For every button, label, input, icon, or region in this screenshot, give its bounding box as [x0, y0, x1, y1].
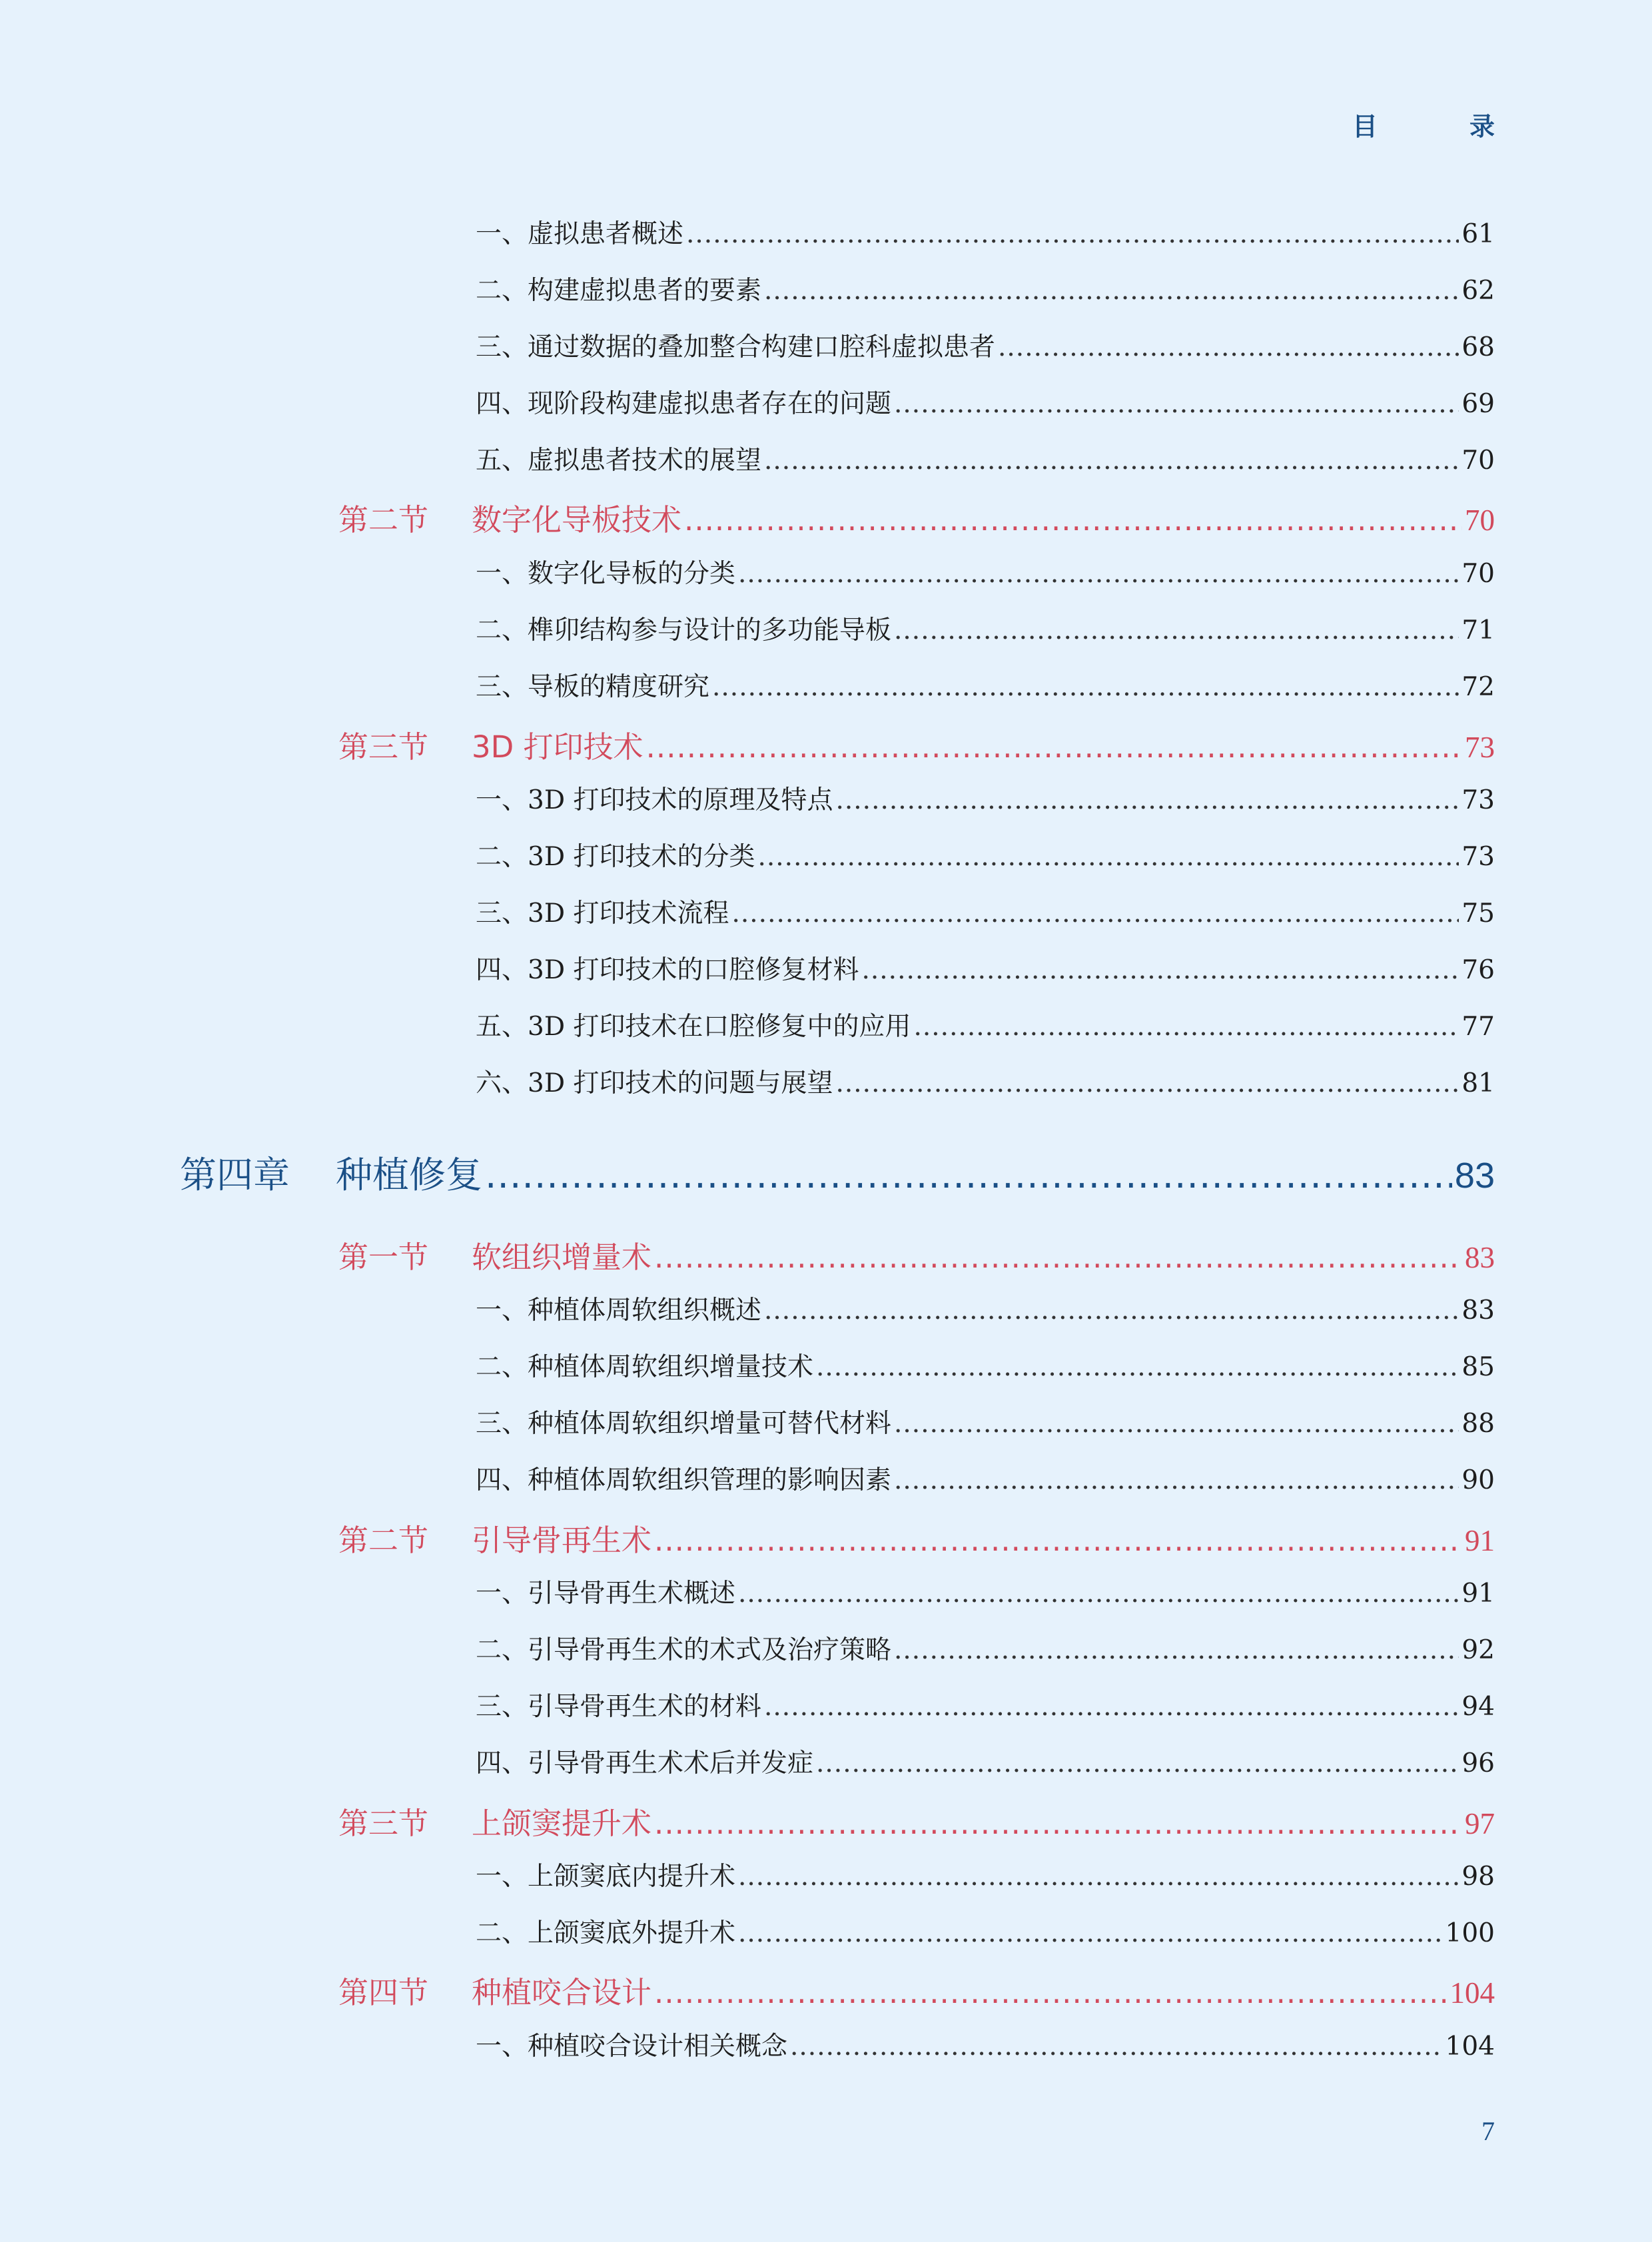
toc-item-title: 二、3D 打印技术的分类: [476, 842, 755, 872]
dot-leader: [764, 1291, 1459, 1331]
toc-item-page: 100: [1445, 1918, 1495, 1948]
toc-item[interactable]: [476, 1857, 1495, 1897]
toc-item-title: 四、种植体周软组织管理的影响因素: [476, 1465, 892, 1495]
toc-section-number: 第三节: [338, 1806, 429, 1841]
toc-item-title: 三、3D 打印技术流程: [476, 899, 729, 929]
dot-leader: [816, 1744, 1459, 1784]
toc-item[interactable]: [476, 1404, 1495, 1444]
dot-leader: [738, 554, 1459, 594]
dot-leader: [894, 384, 1459, 424]
toc-section-number: 第二节: [338, 1523, 429, 1558]
toc-chapter[interactable]: [180, 1148, 1495, 1202]
dot-leader: [646, 724, 1462, 771]
toc-item-page: 94: [1461, 1692, 1495, 1722]
dot-leader: [738, 1857, 1459, 1897]
toc-item[interactable]: [476, 837, 1495, 877]
toc-item-title: 四、引导骨再生术术后并发症: [476, 1748, 814, 1778]
toc-item-page: 85: [1461, 1352, 1495, 1382]
dot-leader: [835, 781, 1459, 821]
toc-item-page: 73: [1461, 842, 1495, 872]
toc-item-page: 81: [1461, 1068, 1495, 1098]
dot-leader: [485, 1148, 1452, 1202]
toc-item[interactable]: [476, 611, 1495, 651]
toc-item-title: 一、数字化导板的分类: [476, 559, 736, 589]
dot-leader: [684, 497, 1462, 544]
toc-item-title: 一、种植咬合设计相关概念: [476, 2032, 788, 2061]
toc-item[interactable]: [476, 1744, 1495, 1784]
toc-section-page: 97: [1465, 1807, 1495, 1840]
toc-item[interactable]: [476, 1347, 1495, 1387]
toc-section-page: 91: [1465, 1524, 1495, 1557]
toc-item-title: 二、榫卯结构参与设计的多功能导板: [476, 615, 892, 645]
toc-section-page: 70: [1465, 504, 1495, 537]
toc-item[interactable]: [476, 271, 1495, 311]
toc-item-title: 四、现阶段构建虚拟患者存在的问题: [476, 389, 892, 419]
running-header: 目 录: [1352, 112, 1528, 141]
dot-leader: [894, 1404, 1459, 1444]
toc-item-page: 72: [1461, 672, 1495, 702]
toc-item[interactable]: [476, 781, 1495, 821]
toc-item-title: 三、通过数据的叠加整合构建口腔科虚拟患者: [476, 332, 996, 362]
toc-item[interactable]: [476, 667, 1495, 707]
dot-leader: [738, 1914, 1443, 1954]
toc-section-number: 第四节: [338, 1975, 429, 2010]
toc-item[interactable]: [476, 1461, 1495, 1501]
dot-leader: [816, 1347, 1459, 1387]
toc-item-page: 75: [1461, 899, 1495, 929]
toc-section[interactable]: [338, 1970, 1495, 2016]
toc-item[interactable]: [476, 1631, 1495, 1671]
toc-section-title: 引导骨再生术: [472, 1523, 652, 1558]
toc-item-page: 76: [1461, 955, 1495, 985]
dot-leader: [738, 1574, 1459, 1614]
dot-leader: [861, 950, 1459, 990]
toc-item-title: 一、上颌窦底内提升术: [476, 1862, 736, 1892]
page-number: 7: [1481, 2116, 1495, 2146]
toc-item[interactable]: [476, 441, 1495, 481]
toc-item-page: 77: [1461, 1012, 1495, 1042]
toc-item[interactable]: [476, 214, 1495, 254]
toc-item[interactable]: [476, 554, 1495, 594]
dot-leader: [712, 667, 1459, 707]
toc-item-title: 六、3D 打印技术的问题与展望: [476, 1068, 833, 1098]
toc-item[interactable]: [476, 2027, 1495, 2067]
dot-leader: [757, 837, 1459, 877]
toc-item-title: 一、虚拟患者概述: [476, 219, 684, 249]
dot-leader: [790, 2027, 1443, 2067]
dot-leader: [913, 1007, 1459, 1047]
toc-item-title: 二、构建虚拟患者的要素: [476, 276, 762, 306]
toc-section-title: 上颌窦提升术: [472, 1806, 652, 1841]
toc-item-title: 五、3D 打印技术在口腔修复中的应用: [476, 1012, 911, 1042]
toc-item-page: 104: [1445, 2032, 1495, 2061]
toc-item-page: 61: [1461, 219, 1495, 249]
toc-item-title: 三、引导骨再生术的材料: [476, 1692, 762, 1722]
toc-item[interactable]: [476, 384, 1495, 424]
toc-chapter-title: 种植修复: [336, 1154, 483, 1196]
toc-item-page: 91: [1461, 1579, 1495, 1609]
dot-leader: [894, 1631, 1459, 1671]
dot-leader: [654, 1970, 1447, 2016]
toc-item[interactable]: [476, 1064, 1495, 1104]
toc-section-page: 83: [1465, 1241, 1495, 1274]
toc-item-title: 二、引导骨再生术的术式及治疗策略: [476, 1635, 892, 1665]
dot-leader: [764, 1687, 1459, 1727]
toc-section[interactable]: [338, 1517, 1495, 1564]
toc-item[interactable]: [476, 1291, 1495, 1331]
toc-item-title: 一、引导骨再生术概述: [476, 1579, 736, 1609]
dot-leader: [998, 328, 1459, 368]
toc-item[interactable]: [476, 950, 1495, 990]
toc-item-page: 83: [1461, 1296, 1495, 1325]
toc-item-page: 98: [1461, 1862, 1495, 1892]
toc-section[interactable]: [338, 1234, 1495, 1281]
toc-section-number: 第二节: [338, 502, 429, 538]
toc-item-page: 70: [1461, 559, 1495, 589]
dot-leader: [764, 441, 1459, 481]
toc-chapter-number: 第四章: [180, 1154, 290, 1196]
toc-section-title: 数字化导板技术: [472, 502, 682, 538]
toc-item-title: 三、导板的精度研究: [476, 672, 710, 702]
toc-item[interactable]: [476, 894, 1495, 934]
toc-section-title: 3D 打印技术: [472, 729, 643, 765]
dot-leader: [764, 271, 1459, 311]
toc-item-page: 70: [1461, 446, 1495, 476]
toc-item-page: 69: [1461, 389, 1495, 419]
toc-section[interactable]: [338, 497, 1495, 544]
toc-item[interactable]: [476, 328, 1495, 368]
toc-item-title: 四、3D 打印技术的口腔修复材料: [476, 955, 859, 985]
toc-item[interactable]: [476, 1687, 1495, 1727]
toc-section-title: 种植咬合设计: [472, 1975, 652, 2010]
toc-section-page: 73: [1465, 731, 1495, 764]
toc-section-page: 104: [1449, 1976, 1495, 2010]
dot-leader: [835, 1064, 1459, 1104]
dot-leader: [654, 1800, 1462, 1847]
dot-leader: [654, 1517, 1462, 1564]
toc-item-title: 二、上颌窦底外提升术: [476, 1918, 736, 1948]
toc-section-number: 第一节: [338, 1240, 429, 1275]
dot-leader: [894, 1461, 1459, 1501]
dot-leader: [686, 214, 1459, 254]
toc-item-page: 62: [1461, 276, 1495, 306]
toc-item[interactable]: [476, 1914, 1495, 1954]
toc-item-page: 92: [1461, 1635, 1495, 1665]
toc-section[interactable]: [338, 724, 1495, 771]
dot-leader: [894, 611, 1459, 651]
dot-leader: [731, 894, 1459, 934]
toc-item-title: 二、种植体周软组织增量技术: [476, 1352, 814, 1382]
toc-item-page: 68: [1461, 332, 1495, 362]
toc-item[interactable]: [476, 1574, 1495, 1614]
toc-item-page: 71: [1461, 615, 1495, 645]
toc-item-title: 一、种植体周软组织概述: [476, 1296, 762, 1325]
toc-section[interactable]: [338, 1800, 1495, 1847]
toc-chapter-page: 83: [1454, 1156, 1495, 1196]
toc-item-page: 73: [1461, 785, 1495, 815]
toc-section-title: 软组织增量术: [472, 1240, 652, 1275]
toc-item-title: 三、种植体周软组织增量可替代材料: [476, 1409, 892, 1439]
dot-leader: [654, 1234, 1462, 1281]
toc-item-title: 一、3D 打印技术的原理及特点: [476, 785, 833, 815]
toc-section-number: 第三节: [338, 729, 429, 765]
toc-item[interactable]: [476, 1007, 1495, 1047]
toc-item-title: 五、虚拟患者技术的展望: [476, 446, 762, 476]
toc-item-page: 96: [1461, 1748, 1495, 1778]
toc-item-page: 88: [1461, 1409, 1495, 1439]
toc-item-page: 90: [1461, 1465, 1495, 1495]
